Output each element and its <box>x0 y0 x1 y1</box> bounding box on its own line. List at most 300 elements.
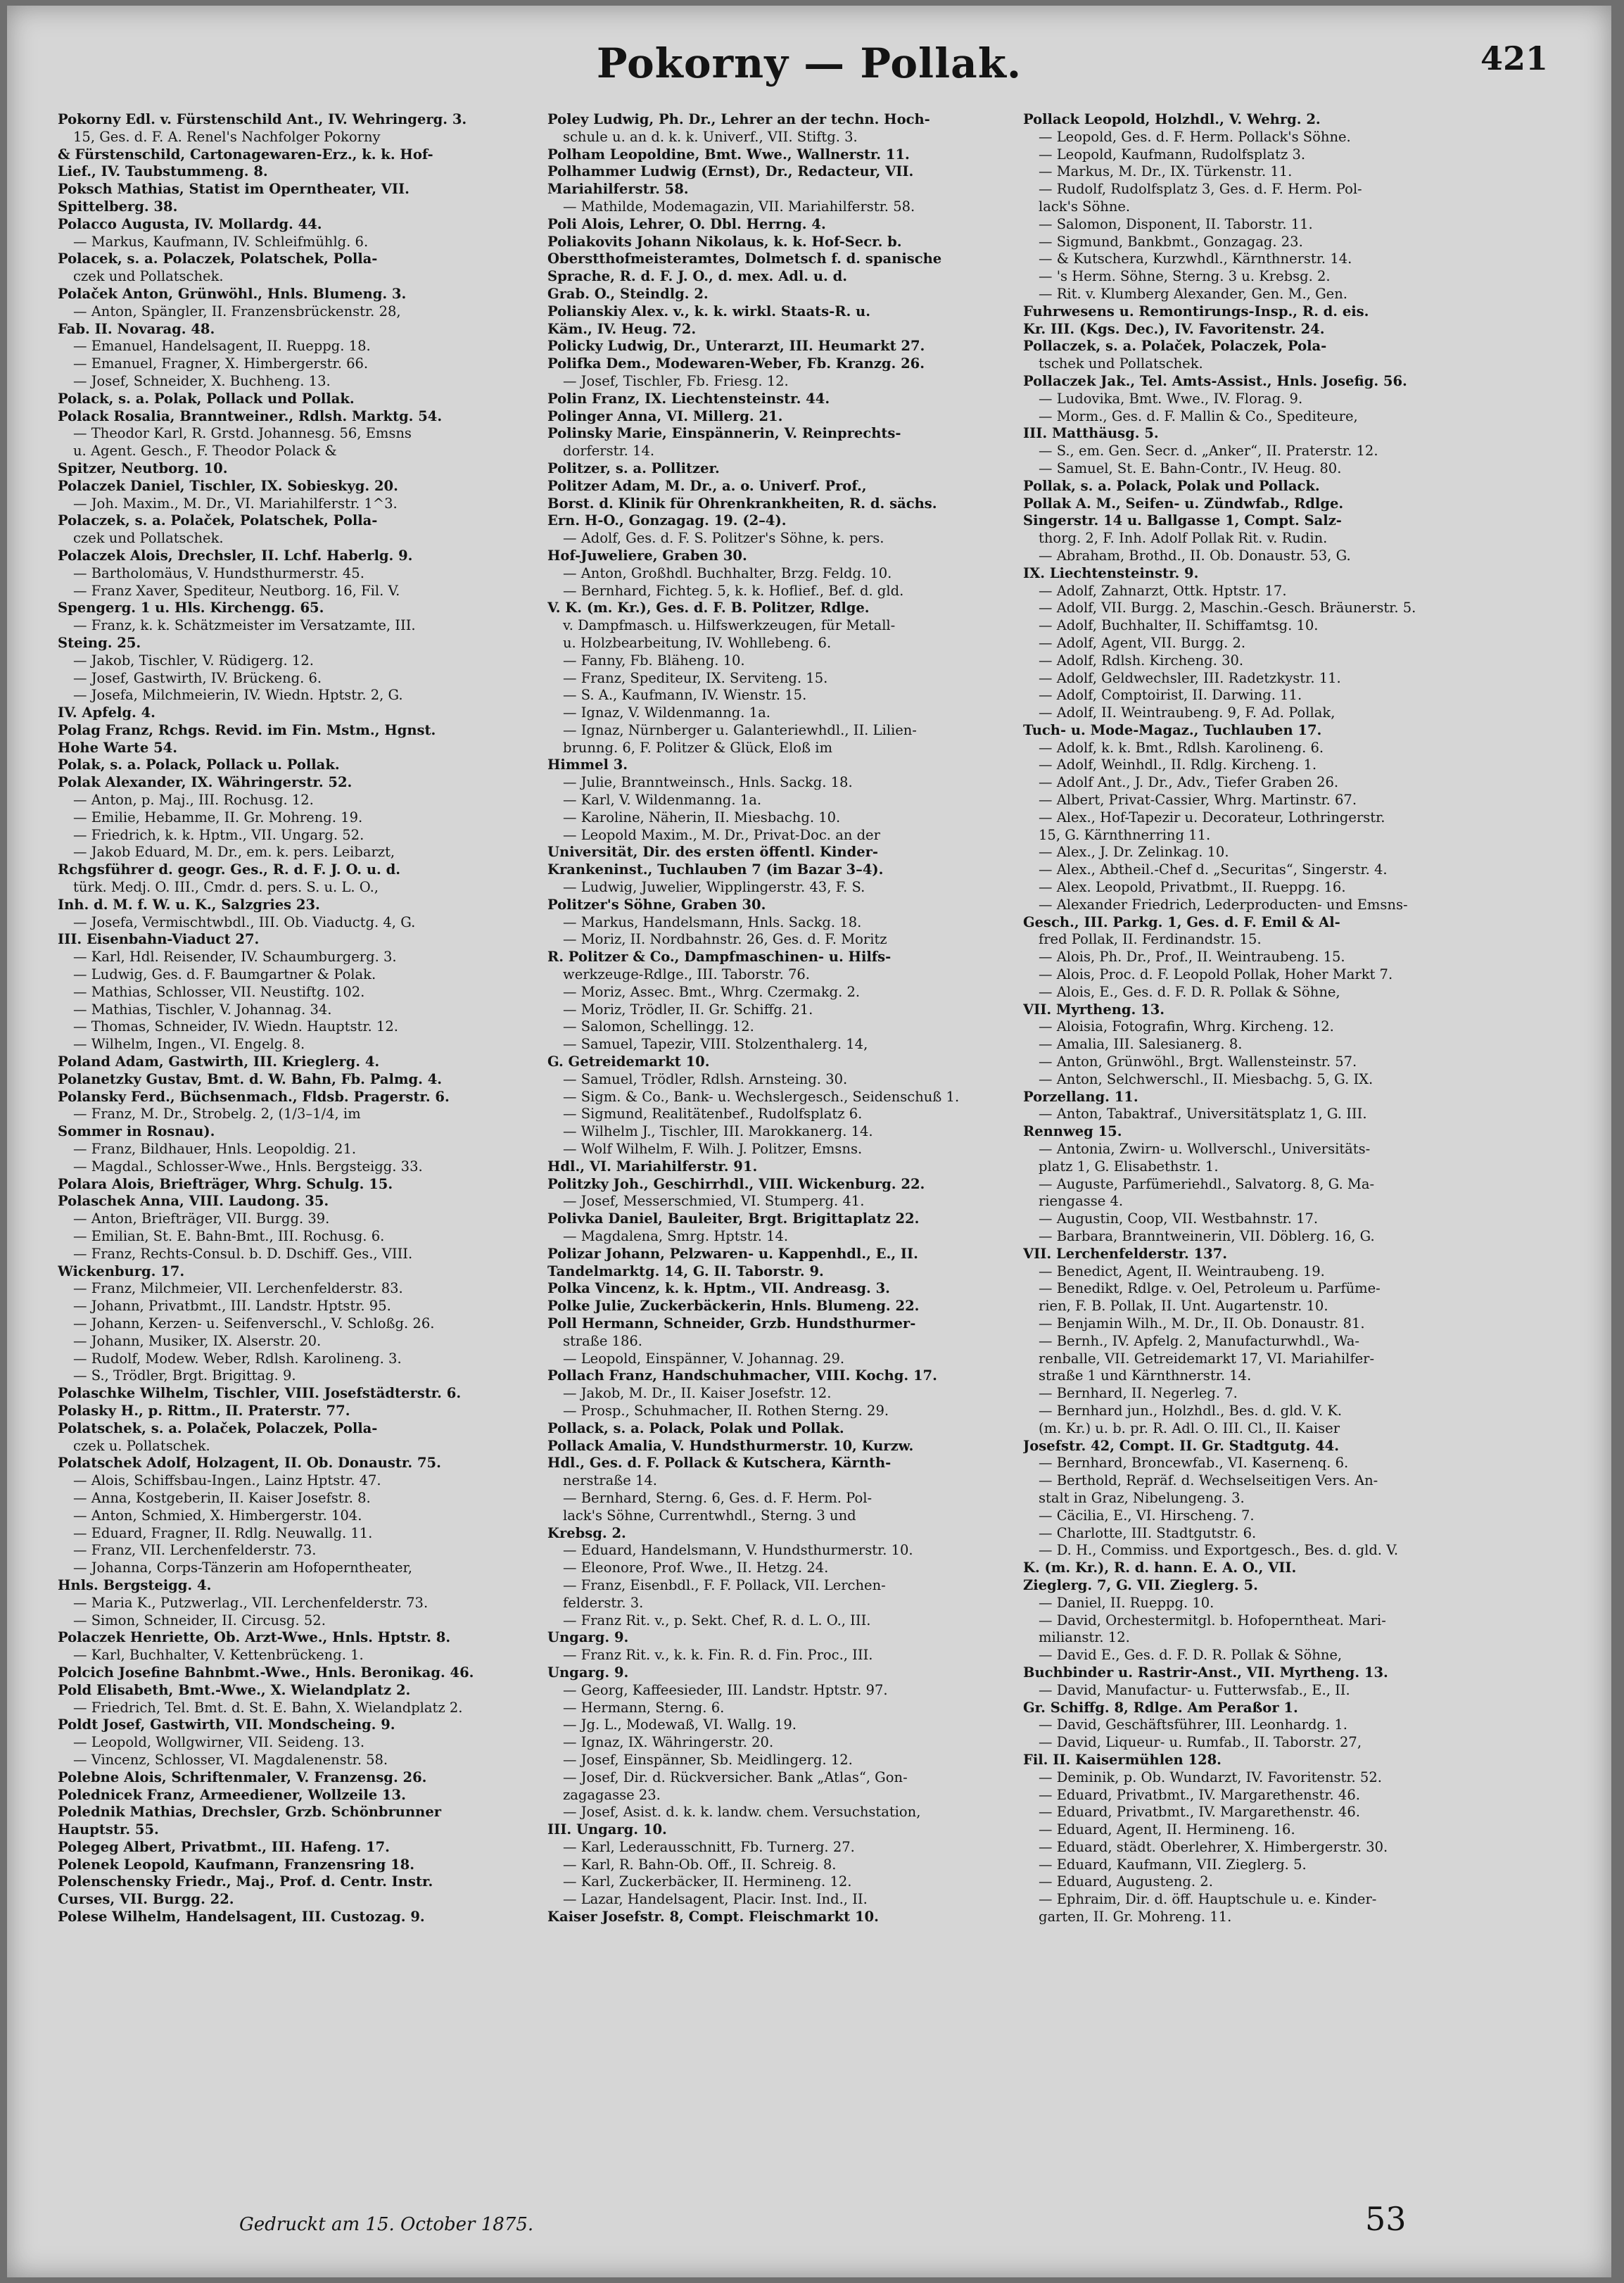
directory-entry-line: — Markus, M. Dr., IX. Türkenstr. 11. <box>1039 163 1293 180</box>
directory-entry-line: — Samuel, Tapezir, VIII. Stolzenthalerg. 14, <box>563 1036 868 1053</box>
directory-entry-line: — Adolf, Rdlsh. Kircheng. 30. <box>1039 652 1244 669</box>
directory-entry-line: — Eduard, Privatbmt., IV. Margarethenstr. 46. <box>1039 1786 1360 1803</box>
directory-entry-line: Kr. III. (Kgs. Dec.), IV. Favoritenstr. 24. <box>1023 320 1325 337</box>
directory-entry-line: Polatschek Adolf, Holzagent, II. Ob. Donaustr. 75. <box>58 1455 441 1472</box>
directory-entry-line: Polack, s. a. Polak, Pollack und Pollak. <box>58 390 355 407</box>
directory-entry-line: Polaschke Wilhelm, Tischler, VIII. Josefstädterstr. 6. <box>58 1385 462 1402</box>
directory-entry-line: — Samuel, St. E. Bahn-Contr., IV. Heug. 80. <box>1039 460 1342 476</box>
directory-entry-line: Kaiser Josefstr. 8, Compt. Fleischmarkt 10. <box>547 1909 879 1925</box>
directory-entry-line: Fab. II. Novarag. 48. <box>58 320 215 337</box>
directory-entry-line: Polcich Josefine Bahnbmt.-Wwe., Hnls. Beronikag. 46. <box>58 1664 474 1681</box>
directory-entry-line: — Karl, Lederausschnitt, Fb. Turnerg. 27. <box>563 1838 855 1855</box>
directory-entry-line: Polizar Johann, Pelzwaren- u. Kappenhdl., E., II. <box>547 1245 918 1262</box>
directory-entry-line: Poksch Mathias, Statist im Operntheater, VII. <box>58 181 410 198</box>
directory-entry-line: Grab. O., Steindlg. 2. <box>547 285 709 302</box>
directory-entry-line: Mariahilferstr. 58. <box>547 181 689 198</box>
directory-entry-line: türk. Medj. O. III., Cmdr. d. pers. S. u. L. O., <box>73 879 379 896</box>
directory-entry-line: — Thomas, Schneider, IV. Wiedn. Hauptstr. 12. <box>73 1018 398 1035</box>
directory-entry-line: — Lazar, Handelsagent, Placir. Inst. Ind., II. <box>563 1891 868 1908</box>
directory-entry-line: Polese Wilhelm, Handelsagent, III. Custozag. 9. <box>58 1909 425 1925</box>
directory-entry-line: — Adolf, Zahnarzt, Ottk. Hptstr. 17. <box>1039 582 1287 599</box>
directory-entry-line: Polak Alexander, IX. Währingerstr. 52. <box>58 774 353 791</box>
directory-entry-line: Oberstthofmeisteramtes, Dolmetsch f. d. spanische <box>547 251 942 267</box>
directory-entry-line: Poley Ludwig, Ph. Dr., Lehrer an der techn. Hoch- <box>547 111 930 127</box>
directory-entry-line: — Emilie, Hebamme, II. Gr. Mohreng. 19. <box>73 809 363 826</box>
directory-entry-line: brunng. 6, F. Politzer & Glück, Eloß im <box>563 739 832 756</box>
directory-entry-line: 15, Ges. d. F. A. Renel's Nachfolger Pokorny <box>73 128 381 145</box>
directory-entry-line: — S. A., Kaufmann, IV. Wienstr. 15. <box>563 687 807 704</box>
directory-entry-line: Polenek Leopold, Kaufmann, Franzensring 18. <box>58 1856 415 1873</box>
directory-entry-line: Politzer's Söhne, Graben 30. <box>547 896 766 913</box>
directory-entry-line: renballe, VII. Getreidemarkt 17, VI. Mariahilfer- <box>1039 1350 1375 1367</box>
directory-entry-line: Spengerg. 1 u. Hls. Kirchengg. 65. <box>58 600 324 616</box>
directory-entry-line: — Franz, Eisenbdl., F. F. Pollack, VII. Lerchen- <box>563 1576 886 1593</box>
directory-entry-line: fred Pollak, II. Ferdinandstr. 15. <box>1039 931 1262 948</box>
directory-entry-line: Polinger Anna, VI. Millerg. 21. <box>547 407 783 424</box>
directory-entry-line: — Johann, Musiker, IX. Alserstr. 20. <box>73 1332 322 1349</box>
directory-entry-line: — Anton, Schmied, X. Himbergerstr. 104. <box>73 1507 362 1524</box>
directory-entry-line: — Sigm. & Co., Bank- u. Wechslergesch., Seidenschuß 1. <box>563 1088 960 1105</box>
directory-entry-line: — Bernhard, Sterng. 6, Ges. d. F. Herm. Pol- <box>563 1489 873 1506</box>
directory-entry-line: — Hermann, Sterng. 6. <box>563 1699 725 1716</box>
directory-entry-line: VII. Myrtheng. 13. <box>1023 1001 1165 1018</box>
directory-entry-line: — Wilhelm J., Tischler, III. Marokkanerg. 14. <box>563 1123 873 1140</box>
directory-entry-line: Polak, s. a. Polack, Pollack u. Pollak. <box>58 757 340 773</box>
directory-entry-line: — Ludwig, Ges. d. F. Baumgartner & Polak. <box>73 966 376 983</box>
directory-entry-line: — Deminik, p. Ob. Wundarzt, IV. Favoritenstr. 52. <box>1039 1769 1382 1785</box>
directory-entry-line: — D. H., Commiss. und Exportgesch., Bes. d. gld. V. <box>1039 1542 1399 1559</box>
directory-entry-line: — Eduard, Privatbmt., IV. Margarethenstr. 46. <box>1039 1804 1360 1821</box>
directory-entry-line: Polin Franz, IX. Liechtensteinstr. 44. <box>547 390 830 407</box>
directory-entry-line: Lief., IV. Taubstummeng. 8. <box>58 163 268 180</box>
directory-entry-line: — Anton, Briefträger, VII. Burgg. 39. <box>73 1210 330 1227</box>
directory-entry-line: — Karoline, Näherin, II. Miesbachg. 10. <box>563 809 841 826</box>
directory-entry-line: — Rudolf, Rudolfsplatz 3, Ges. d. F. Herm. Pol- <box>1039 181 1362 198</box>
directory-entry-line: — Mathias, Tischler, V. Johannag. 34. <box>73 1001 332 1018</box>
directory-entry-line: Pollack Leopold, Holzhdl., V. Wehrg. 2. <box>1023 111 1321 127</box>
directory-entry-line: — Mathilde, Modemagazin, VII. Mariahilferstr. 58. <box>563 198 915 215</box>
directory-entry-line: — Franz, Milchmeier, VII. Lerchenfelderstr. 83. <box>73 1280 403 1297</box>
directory-entry-line: — Albert, Privat-Cassier, Whrg. Martinstr. 67. <box>1039 792 1357 809</box>
directory-entry-line: — Georg, Kaffeesieder, III. Landstr. Hptstr. 97. <box>563 1681 888 1698</box>
directory-entry-line: Ern. H-O., Gonzagag. 19. (2–4). <box>547 512 787 529</box>
directory-entry-line: — 's Herm. Söhne, Sterng. 3 u. Krebsg. 2. <box>1039 268 1331 285</box>
directory-entry-line: Pollack Amalia, V. Hundsthurmerstr. 10, Kurzw. <box>547 1437 914 1454</box>
directory-entry-line: — Anton, Selchwerschl., II. Miesbachg. 5, G. IX. <box>1039 1070 1374 1087</box>
directory-entry-line: Polianskiy Alex. v., k. k. wirkl. Staats-R. u. <box>547 303 871 320</box>
directory-entry-line: werkzeuge-Rdlge., III. Taborstr. 76. <box>563 966 810 983</box>
directory-entry-line: — Cäcilia, E., VI. Hirscheng. 7. <box>1039 1507 1255 1524</box>
directory-entry-line: Hauptstr. 55. <box>58 1821 159 1838</box>
directory-entry-line: u. Holzbearbeitung, IV. Wohllebeng. 6. <box>563 634 832 651</box>
directory-entry-line: — Daniel, II. Rueppg. 10. <box>1039 1594 1214 1611</box>
directory-entry-line: Wickenburg. 17. <box>58 1263 185 1279</box>
directory-entry-line: V. K. (m. Kr.), Ges. d. F. B. Politzer, Rdlge. <box>547 600 870 616</box>
directory-entry-line: — Charlotte, III. Stadtgutstr. 6. <box>1039 1524 1257 1541</box>
directory-entry-line: — Mathias, Schlosser, VII. Neustiftg. 102. <box>73 983 365 1000</box>
directory-entry-line: Polack Rosalia, Branntweiner., Rdlsh. Marktg. 54. <box>58 407 443 424</box>
directory-column-middle <box>547 111 1040 2166</box>
directory-entry-line: Polaczek Henriette, Ob. Arzt-Wwe., Hnls. Hptstr. 8. <box>58 1629 451 1646</box>
directory-entry-line: Polegeg Albert, Privatbmt., III. Hafeng. 17. <box>58 1838 390 1855</box>
directory-entry-line: — Ludovika, Bmt. Wwe., IV. Florag. 9. <box>1039 390 1303 407</box>
directory-entry-line: — Leopold Maxim., M. Dr., Privat-Doc. an der <box>563 826 880 843</box>
directory-entry-line: — Adolf, Ges. d. F. S. Politzer's Söhne, k. pers. <box>563 530 884 547</box>
directory-entry-line: Polke Julie, Zuckerbäckerin, Hnls. Blumeng. 22. <box>547 1298 920 1315</box>
directory-entry-line: — Antonia, Zwirn- u. Wollverschl., Universitäts- <box>1039 1141 1371 1158</box>
directory-entry-line: Polaczek, s. a. Polaček, Polatschek, Polla- <box>58 512 378 529</box>
directory-entry-line: Polacek, s. a. Polaczek, Polatschek, Polla- <box>58 251 378 267</box>
directory-entry-line: — Johanna, Corps-Tänzerin am Hofoperntheater, <box>73 1560 412 1576</box>
directory-entry-line: Steing. 25. <box>58 634 141 651</box>
directory-entry-line: — Emanuel, Handelsagent, II. Rueppg. 18. <box>73 338 371 355</box>
directory-entry-line: — Alois, Schiffsbau-Ingen., Lainz Hptstr. 47. <box>73 1472 381 1489</box>
directory-entry-line: Käm., IV. Heug. 72. <box>547 320 697 337</box>
directory-entry-line: platz 1, G. Elisabethstr. 1. <box>1039 1158 1219 1175</box>
directory-entry-line: Poland Adam, Gastwirth, III. Krieglerg. 4. <box>58 1054 380 1070</box>
directory-entry-line: Universität, Dir. des ersten öffentl. Kinder- <box>547 844 878 861</box>
directory-entry-line: — Anton, p. Maj., III. Rochusg. 12. <box>73 792 314 809</box>
directory-entry-line: — Eduard, Fragner, II. Rdlg. Neuwallg. 11. <box>73 1524 373 1541</box>
directory-entry-line: zagagasse 23. <box>563 1786 661 1803</box>
directory-entry-line: IV. Apfelg. 4. <box>58 704 156 721</box>
directory-entry-line: v. Dampfmasch. u. Hilfswerkzeugen, für Metall- <box>563 617 896 634</box>
directory-entry-line: — Leopold, Wollgwirner, VII. Seideng. 13. <box>73 1734 365 1751</box>
directory-entry-line: — Leopold, Ges. d. F. Herm. Pollack's Söhne. <box>1039 128 1351 145</box>
directory-entry-line: Pollaczek, s. a. Polaček, Polaczek, Pola- <box>1023 338 1327 355</box>
directory-entry-line: Polasky H., p. Rittm., II. Praterstr. 77. <box>58 1402 350 1419</box>
directory-entry-line: — Adolf, Comptoirist, II. Darwing. 11. <box>1039 687 1302 704</box>
directory-entry-line: Polinsky Marie, Einspännerin, V. Reinprechts- <box>547 425 901 442</box>
directory-entry-line: Poli Alois, Lehrer, O. Dbl. Herrng. 4. <box>547 215 826 232</box>
directory-entry-line: Polednik Mathias, Drechsler, Grzb. Schönbrunner <box>58 1804 442 1821</box>
directory-entry-line: — Simon, Schneider, II. Circusg. 52. <box>73 1612 326 1629</box>
directory-entry-line: — Jakob, M. Dr., II. Kaiser Josefstr. 12. <box>563 1385 832 1402</box>
directory-entry-line: — Morm., Ges. d. F. Mallin & Co., Spediteure, <box>1039 407 1358 424</box>
directory-entry-line: Pollaczek Jak., Tel. Amts-Assist., Hnls. Josefig. 56. <box>1023 372 1407 389</box>
directory-entry-line: — Adolf, Agent, VII. Burgg. 2. <box>1039 634 1246 651</box>
directory-entry-line: — Adolf, II. Weintraubeng. 9, F. Ad. Pollak, <box>1039 704 1336 721</box>
directory-entry-line: — Auguste, Parfümeriehdl., Salvatorg. 8, G. Ma- <box>1039 1175 1375 1192</box>
directory-entry-line: — Anton, Großhdl. Buchhalter, Brzg. Feldg. 10. <box>563 564 892 581</box>
directory-entry-line: — Ephraim, Dir. d. öff. Hauptschule u. e. Kinder- <box>1039 1891 1377 1908</box>
directory-entry-line: — Franz, M. Dr., Strobelg. 2, (1/3–1/4, im <box>73 1106 361 1122</box>
directory-entry-line: — Leopold, Einspänner, V. Johannag. 29. <box>563 1350 845 1367</box>
directory-entry-line: — Bernh., IV. Apfelg. 2, Manufacturwhdl., Wa- <box>1039 1332 1359 1349</box>
directory-entry-line: — Benjamin Wilh., M. Dr., II. Ob. Donaustr. 81. <box>1039 1315 1365 1332</box>
directory-entry-line: — S., em. Gen. Secr. d. „Anker“, II. Praterstr. 12. <box>1039 443 1378 460</box>
directory-entry-line: — Adolf, Buchhalter, II. Schiffamtsg. 10. <box>1039 617 1319 634</box>
directory-entry-line: Ungarg. 9. <box>547 1664 629 1681</box>
directory-entry-line: Himmel 3. <box>547 757 628 773</box>
directory-entry-line: felderstr. 3. <box>563 1594 644 1611</box>
directory-entry-line: — Eduard, Kaufmann, VII. Zieglerg. 5. <box>1039 1856 1307 1873</box>
directory-entry-line: — Alex., J. Dr. Zelinkag. 10. <box>1039 844 1229 861</box>
directory-entry-line: Hdl., Ges. d. F. Pollack & Kutschera, Kärnth- <box>547 1455 892 1472</box>
directory-entry-line: — Anna, Kostgeberin, II. Kaiser Josefstr. 8. <box>73 1489 371 1506</box>
directory-entry-line: — Joh. Maxim., M. Dr., VI. Mariahilferstr. 1^3. <box>73 495 398 512</box>
directory-entry-line: — Bernhard, Fichteg. 5, k. k. Hoflief., Bef. d. gld. <box>563 582 904 599</box>
directory-entry-line: — Wolf Wilhelm, F. Wilh. J. Politzer, Emsns. <box>563 1141 863 1158</box>
sheet-number: 53 <box>1365 2200 1407 2238</box>
directory-entry-line: stalt in Graz, Nibelungeng. 3. <box>1039 1489 1245 1506</box>
directory-entry-line: — Anton, Spängler, II. Franzensbrückenstr. 28, <box>73 303 401 320</box>
directory-entry-line: czek und Pollatschek. <box>73 268 224 285</box>
directory-entry-line: — Wilhelm, Ingen., VI. Engelg. 8. <box>73 1036 305 1053</box>
directory-entry-line: czek und Pollatschek. <box>73 530 224 547</box>
directory-entry-line: Polka Vincenz, k. k. Hptm., VII. Andreasg. 3. <box>547 1280 890 1297</box>
directory-entry-line: Zieglerg. 7, G. VII. Zieglerg. 5. <box>1023 1576 1258 1593</box>
directory-entry-line: — Berthold, Repräf. d. Wechselseitigen Vers. An- <box>1039 1472 1378 1489</box>
directory-entry-line: — Alex. Leopold, Privatbmt., II. Rueppg. 16. <box>1039 879 1346 896</box>
directory-entry-line: — Augustin, Coop, VII. Westbahnstr. 17. <box>1039 1210 1319 1227</box>
directory-entry-line: Tuch- u. Mode-Magaz., Tuchlauben 17. <box>1023 721 1322 738</box>
directory-entry-line: — David, Manufactur- u. Futterwsfab., E., II. <box>1039 1681 1350 1698</box>
directory-entry-line: Polansky Ferd., Büchsenmach., Fldsb. Pragerstr. 6. <box>58 1088 450 1105</box>
directory-entry-line: Polacco Augusta, IV. Mollardg. 44. <box>58 215 322 232</box>
directory-entry-line: III. Matthäusg. 5. <box>1023 425 1159 442</box>
directory-entry-line: straße 1 und Kärnthnerstr. 14. <box>1039 1367 1252 1384</box>
directory-entry-line: R. Politzer & Co., Dampfmaschinen- u. Hilfs- <box>547 949 892 966</box>
directory-entry-line: — Franz, Bildhauer, Hnls. Leopoldig. 21. <box>73 1141 357 1158</box>
directory-entry-line: — Franz Rit. v., k. k. Fin. R. d. Fin. Proc., III. <box>563 1647 873 1664</box>
directory-entry-line: Hnls. Bergsteigg. 4. <box>58 1576 212 1593</box>
directory-entry-line: — Moriz, Assec. Bmt., Whrg. Czermakg. 2. <box>563 983 861 1000</box>
directory-entry-line: — Vincenz, Schlosser, VI. Magdalenenstr. 58. <box>73 1751 388 1768</box>
directory-entry-line: — Josef, Gastwirth, IV. Brückeng. 6. <box>73 669 322 686</box>
directory-entry-line: — Ignaz, V. Wildenmanng. 1a. <box>563 704 770 721</box>
directory-entry-line: Polaschek Anna, VIII. Laudong. 35. <box>58 1193 329 1210</box>
directory-entry-line: Polednicek Franz, Armeediener, Wollzeile 13. <box>58 1786 406 1803</box>
directory-entry-line: — Theodor Karl, R. Grstd. Johannesg. 56, Emsns <box>73 425 412 442</box>
directory-entry-line: Polaczek Daniel, Tischler, IX. Sobieskyg. 20. <box>58 477 398 494</box>
directory-entry-line: & Fürstenschild, Cartonagewaren-Erz., k. k. Hof- <box>58 146 433 163</box>
directory-entry-line: Politzer Adam, M. Dr., a. o. Univerf. Prof., <box>547 477 867 494</box>
directory-entry-line: (m. Kr.) u. b. pr. R. Adl. O. III. Cl., II. Kaiser <box>1039 1419 1340 1436</box>
directory-entry-line: — Julie, Branntweinsch., Hnls. Sackg. 18. <box>563 774 853 791</box>
directory-entry-line: — Bernhard jun., Holzhdl., Bes. d. gld. V. K. <box>1039 1402 1343 1419</box>
directory-entry-line: Borst. d. Klinik für Ohrenkrankheiten, R. d. sächs. <box>547 495 937 512</box>
directory-entry-line: Tandelmarktg. 14, G. II. Taborstr. 9. <box>547 1263 824 1279</box>
directory-entry-line: Pollack, s. a. Polack, Polak und Pollak. <box>547 1419 844 1436</box>
directory-entry-line: Hdl., VI. Mariahilferstr. 91. <box>547 1158 758 1175</box>
directory-entry-line: Rennweg 15. <box>1023 1123 1122 1140</box>
directory-entry-line: — Eduard, Handelsmann, V. Hundsthurmerstr. 10. <box>563 1542 913 1559</box>
directory-entry-line: — & Kutschera, Kurzwhdl., Kärnthnerstr. 14. <box>1039 251 1352 267</box>
directory-entry-line: 15, G. Kärnthnerring 11. <box>1039 826 1211 843</box>
directory-entry-line: Polifka Dem., Modewaren-Weber, Fb. Kranzg. 26. <box>547 355 925 372</box>
directory-entry-line: — Josef, Asist. d. k. k. landw. chem. Versuchstation, <box>563 1804 921 1821</box>
directory-entry-line: — Karl, Buchhalter, V. Kettenbrückeng. 1. <box>73 1647 364 1664</box>
directory-entry-line: — Abraham, Brothd., II. Ob. Donaustr. 53, G. <box>1039 547 1351 564</box>
directory-entry-line: — Eduard, städt. Oberlehrer, X. Himbergerstr. 30. <box>1039 1838 1388 1855</box>
directory-entry-line: — Jakob Eduard, M. Dr., em. k. pers. Leibarzt, <box>73 844 395 861</box>
directory-entry-line: — Adolf, k. k. Bmt., Rdlsh. Karolineng. 6. <box>1039 739 1324 756</box>
directory-entry-line: Josefstr. 42, Compt. II. Gr. Stadtgutg. 44. <box>1023 1437 1340 1454</box>
directory-entry-line: Polham Leopoldine, Bmt. Wwe., Wallnerstr. 11. <box>547 146 910 163</box>
directory-entry-line: Pollak A. M., Seifen- u. Zündwfab., Rdlge. <box>1023 495 1344 512</box>
directory-entry-line: Curses, VII. Burgg. 22. <box>58 1891 234 1908</box>
directory-entry-line: Policky Ludwig, Dr., Unterarzt, III. Heumarkt 27. <box>547 338 925 355</box>
directory-entry-line: straße 186. <box>563 1332 642 1349</box>
directory-entry-line: Hohe Warte 54. <box>58 739 178 756</box>
directory-entry-line: — Emilian, St. E. Bahn-Bmt., III. Rochusg. 6. <box>73 1228 385 1244</box>
directory-entry-line: — Josefa, Vermischtwbdl., III. Ob. Viaductg. 4, G. <box>73 913 416 930</box>
directory-column-left <box>58 111 550 2166</box>
directory-entry-line: Gesch., III. Parkg. 1, Ges. d. F. Emil & Al- <box>1023 913 1340 930</box>
directory-entry-line: — Adolf, Geldwechsler, III. Radetzkystr. 11. <box>1039 669 1341 686</box>
directory-entry-line: — Alex., Hof-Tapezir u. Decorateur, Lothringerstr. <box>1039 809 1385 826</box>
directory-entry-line: Ungarg. 9. <box>547 1629 629 1646</box>
directory-entry-line: Sprache, R. d. F. J. O., d. mex. Adl. u. d. <box>547 268 848 285</box>
directory-entry-line: Polhammer Ludwig (Ernst), Dr., Redacteur, VII. <box>547 163 914 180</box>
directory-entry-line: — Alex., Abtheil.-Chef d. „Securitas“, Singerstr. 4. <box>1039 861 1388 878</box>
directory-entry-line: thorg. 2, F. Inh. Adolf Pollak Rit. v. Rudin. <box>1039 530 1328 547</box>
directory-entry-line: — David, Liqueur- u. Rumfab., II. Taborstr. 27, <box>1039 1734 1362 1751</box>
directory-entry-line: IX. Liechtensteinstr. 9. <box>1023 564 1199 581</box>
directory-entry-line: Polivka Daniel, Bauleiter, Brgt. Brigittaplatz 22. <box>547 1210 920 1227</box>
directory-entry-line: Politzky Joh., Geschirrhdl., VIII. Wickenburg. 22. <box>547 1175 925 1192</box>
directory-entry-line: Polebne Alois, Schriftenmaler, V. Franzensg. 26. <box>58 1769 427 1785</box>
directory-entry-line: — Ludwig, Juwelier, Wipplingerstr. 43, F. S. <box>563 879 865 896</box>
directory-entry-line: — Magdalena, Smrg. Hptstr. 14. <box>563 1228 789 1244</box>
directory-entry-line: — Benedict, Agent, II. Weintraubeng. 19. <box>1039 1263 1325 1279</box>
directory-entry-line: — Josefa, Milchmeierin, IV. Wiedn. Hptstr. 2, G. <box>73 687 403 704</box>
directory-entry-line: Spitzer, Neutborg. 10. <box>58 460 228 476</box>
directory-entry-line: — Franz, Spediteur, IX. Serviteng. 15. <box>563 669 828 686</box>
directory-entry-line: Hof-Juweliere, Graben 30. <box>547 547 747 564</box>
directory-entry-line: Poll Hermann, Schneider, Grzb. Hundsthurmer- <box>547 1315 916 1332</box>
directory-entry-line: — Alois, E., Ges. d. F. D. R. Pollak & Söhne, <box>1039 983 1340 1000</box>
directory-entry-line: u. Agent. Gesch., F. Theodor Polack & <box>73 443 337 460</box>
directory-entry-line: — Maria K., Putzwerlag., VII. Lerchenfelderstr. 73. <box>73 1594 429 1611</box>
directory-entry-line: — Salomon, Schellingg. 12. <box>563 1018 754 1035</box>
directory-entry-line: Pollach Franz, Handschuhmacher, VIII. Kochg. 17. <box>547 1367 937 1384</box>
directory-entry-line: — Friedrich, Tel. Bmt. d. St. E. Bahn, X. Wielandplatz 2. <box>73 1699 463 1716</box>
directory-entry-line: — Eduard, Augusteng. 2. <box>1039 1873 1213 1890</box>
directory-entry-line: — Anton, Tabaktraf., Universitätsplatz 1, G. III. <box>1039 1106 1367 1122</box>
directory-entry-line: — David, Geschäftsführer, III. Leonhardg. 1. <box>1039 1716 1347 1733</box>
directory-entry-line: rien, F. B. Pollak, II. Unt. Augartenstr. 10. <box>1039 1298 1328 1315</box>
directory-entry-line: — Eduard, Agent, II. Hermineng. 16. <box>1039 1821 1295 1838</box>
directory-entry-line: — Adolf Ant., J. Dr., Adv., Tiefer Graben 26. <box>1039 774 1339 791</box>
directory-entry-line: riengasse 4. <box>1039 1193 1124 1210</box>
directory-entry-line: Sommer in Rosnau). <box>58 1123 215 1140</box>
directory-entry-line: Polenschensky Friedr., Maj., Prof. d. Centr. Instr. <box>58 1873 433 1890</box>
directory-entry-line: Pollak, s. a. Polack, Polak und Pollack. <box>1023 477 1320 494</box>
directory-entry-line: milianstr. 12. <box>1039 1629 1130 1646</box>
directory-column-right <box>1023 111 1530 2166</box>
directory-entry-line: — Ignaz, IX. Währingerstr. 20. <box>563 1734 774 1751</box>
directory-entry-line: G. Getreidemarkt 10. <box>547 1054 710 1070</box>
directory-entry-line: — Samuel, Trödler, Rdlsh. Arnsteing. 30. <box>563 1070 848 1087</box>
directory-entry-line: schule u. an d. k. k. Univerf., VII. Stiftg. 3. <box>563 128 858 145</box>
directory-entry-line: — Markus, Kaufmann, IV. Schleifmühlg. 6. <box>73 233 369 250</box>
directory-entry-line: — Moriz, II. Nordbahnstr. 26, Ges. d. F. Moritz <box>563 931 887 948</box>
directory-entry-line: Pokorny Edl. v. Fürstenschild Ant., IV. Wehringerg. 3. <box>58 111 467 127</box>
directory-entry-line: Polaczek Alois, Drechsler, II. Lchf. Haberlg. 9. <box>58 547 413 564</box>
print-date-footer: Gedruckt am 15. October 1875. <box>239 2214 534 2235</box>
directory-entry-line: Poliakovits Johann Nikolaus, k. k. Hof-Secr. b. <box>547 233 902 250</box>
directory-entry-line: — David, Orchestermitgl. b. Hofoperntheat. Mari- <box>1039 1612 1386 1629</box>
directory-entry-line: VII. Lerchenfelderstr. 137. <box>1023 1245 1228 1262</box>
directory-entry-line: Buchbinder u. Rastrir-Anst., VII. Myrtheng. 13. <box>1023 1664 1388 1681</box>
directory-entry-line: — Alexander Friedrich, Lederproducten- und Emsns- <box>1039 896 1408 913</box>
page-title: Pokorny — Pollak. <box>596 39 1022 87</box>
directory-entry-line: — S., Trödler, Brgt. Brigittag. 9. <box>73 1367 296 1384</box>
directory-entry-line: garten, II. Gr. Mohreng. 11. <box>1039 1909 1232 1925</box>
directory-page <box>7 6 1611 2277</box>
directory-entry-line: Spittelberg. 38. <box>58 198 178 215</box>
directory-entry-line: — Salomon, Disponent, II. Taborstr. 11. <box>1039 215 1313 232</box>
directory-entry-line: nerstraße 14. <box>563 1472 657 1489</box>
directory-entry-line: lack's Söhne. <box>1039 198 1131 215</box>
directory-entry-line: lack's Söhne, Currentwhdl., Sterng. 3 und <box>563 1507 856 1524</box>
directory-entry-line: — Josef, Dir. d. Rückversicher. Bank „Atlas“, Gon- <box>563 1769 908 1785</box>
directory-entry-line: — Karl, V. Wildenmanng. 1a. <box>563 792 762 809</box>
directory-entry-line: — Bernhard, II. Negerleg. 7. <box>1039 1385 1238 1402</box>
directory-entry-line: Inh. d. M. f. W. u. K., Salzgries 23. <box>58 896 320 913</box>
directory-entry-line: tschek und Pollatschek. <box>1039 355 1203 372</box>
directory-entry-line: — Benedikt, Rdlge. v. Oel, Petroleum u. Parfüme- <box>1039 1280 1381 1297</box>
directory-entry-line: — Franz Xaver, Spediteur, Neutborg. 16, Fil. V. <box>73 582 400 599</box>
directory-entry-line: czek u. Pollatschek. <box>73 1437 210 1454</box>
directory-entry-line: — Bartholomäus, V. Hundsthurmerstr. 45. <box>73 564 364 581</box>
directory-entry-line: III. Eisenbahn-Viaduct 27. <box>58 931 260 948</box>
directory-entry-line: — Rudolf, Modew. Weber, Rdlsh. Karolineng. 3. <box>73 1350 402 1367</box>
directory-entry-line: Poldt Josef, Gastwirth, VII. Mondscheing. 9. <box>58 1716 395 1733</box>
directory-entry-line: — Jg. L., Modewaß, VI. Wallg. 19. <box>563 1716 797 1733</box>
directory-entry-line: — Karl, R. Bahn-Ob. Off., II. Schreig. 8. <box>563 1856 837 1873</box>
directory-entry-line: Polag Franz, Rchgs. Revid. im Fin. Mstm., Hgnst. <box>58 721 436 738</box>
directory-entry-line: — Franz, k. k. Schätzmeister im Versatzamte, III. <box>73 617 416 634</box>
directory-entry-line: Polatschek, s. a. Polaček, Polaczek, Polla- <box>58 1419 378 1436</box>
directory-entry-line: Gr. Schiffg. 8, Rdlge. Am Peraßor 1. <box>1023 1699 1298 1716</box>
directory-entry-line: K. (m. Kr.), R. d. hann. E. A. O., VII. <box>1023 1560 1297 1576</box>
directory-entry-line: — Ignaz, Nürnberger u. Galanteriewhdl., II. Lilien- <box>563 721 917 738</box>
directory-entry-line: — Karl, Zuckerbäcker, II. Hermineng. 12. <box>563 1873 852 1890</box>
directory-entry-line: — Sigmund, Bankbmt., Gonzagag. 23. <box>1039 233 1303 250</box>
directory-entry-line: — Friedrich, k. k. Hptm., VII. Ungarg. 52. <box>73 826 364 843</box>
directory-entry-line: — Karl, Hdl. Reisender, IV. Schaumburgerg. 3. <box>73 949 397 966</box>
directory-entry-line: — Johann, Privatbmt., III. Landstr. Hptstr. 95. <box>73 1298 391 1315</box>
directory-entry-line: III. Ungarg. 10. <box>547 1821 667 1838</box>
directory-entry-line: — Fanny, Fb. Bläheng. 10. <box>563 652 745 669</box>
directory-entry-line: Krankeninst., Tuchlauben 7 (im Bazar 3–4). <box>547 861 884 878</box>
directory-entry-line: — Franz, VII. Lerchenfelderstr. 73. <box>73 1542 317 1559</box>
directory-entry-line: — Josef, Einspänner, Sb. Meidlingerg. 12. <box>563 1751 853 1768</box>
directory-entry-line: Politzer, s. a. Pollitzer. <box>547 460 720 476</box>
directory-entry-line: — Sigmund, Realitätenbef., Rudolfsplatz 6. <box>563 1106 863 1122</box>
directory-entry-line: — Magdal., Schlosser-Wwe., Hnls. Bergsteigg. 33. <box>73 1158 423 1175</box>
directory-entry-line: — Alois, Ph. Dr., Prof., II. Weintraubeng. 15. <box>1039 949 1345 966</box>
directory-entry-line: — Moriz, Trödler, II. Gr. Schiffg. 21. <box>563 1001 813 1018</box>
directory-entry-line: — Alois, Proc. d. F. Leopold Pollak, Hoher Markt 7. <box>1039 966 1393 983</box>
directory-entry-line: Porzellang. 11. <box>1023 1088 1138 1105</box>
directory-entry-line: Polanetzky Gustav, Bmt. d. W. Bahn, Fb. Palmg. 4. <box>58 1070 443 1087</box>
directory-entry-line: — Prosp., Schuhmacher, II. Rothen Sterng. 29. <box>563 1402 889 1419</box>
directory-entry-line: Fil. II. Kaisermühlen 128. <box>1023 1751 1222 1768</box>
directory-entry-line: Polara Alois, Briefträger, Whrg. Schulg. 15. <box>58 1175 393 1192</box>
directory-entry-line: dorferstr. 14. <box>563 443 655 460</box>
directory-entry-line: — Jakob, Tischler, V. Rüdigerg. 12. <box>73 652 314 669</box>
directory-entry-line: — Emanuel, Fragner, X. Himbergerstr. 66. <box>73 355 369 372</box>
directory-entry-line: — Franz Rit. v., p. Sekt. Chef, R. d. L. O., III. <box>563 1612 871 1629</box>
directory-entry-line: — Barbara, Branntweinerin, VII. Döblerg. 16, G. <box>1039 1228 1375 1244</box>
directory-entry-line: — Eleonore, Prof. Wwe., II. Hetzg. 24. <box>563 1560 829 1576</box>
page-number: 421 <box>1480 39 1548 77</box>
directory-entry-line: — Johann, Kerzen- u. Seifenverschl., V. Schloßg. 26. <box>73 1315 435 1332</box>
